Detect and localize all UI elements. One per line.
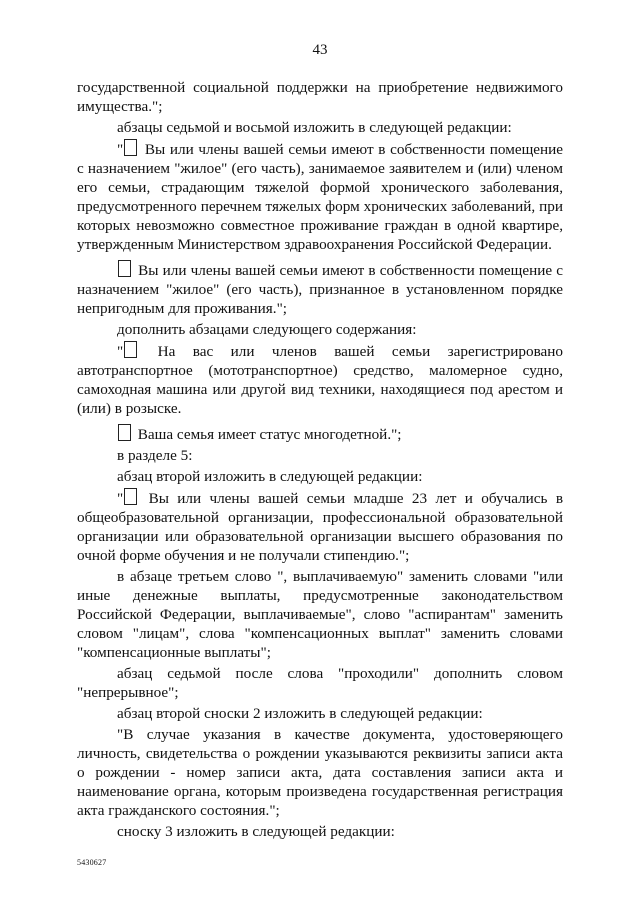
paragraph-15: сноску 3 изложить в следующей редакции:	[117, 823, 395, 840]
paragraph-5: дополнить абзацами следующего содержания:	[117, 321, 417, 338]
paragraph-4	[77, 260, 563, 318]
paragraph-3-text: Вы или члены вашей семьи имеют в собственности помещение с назначением "жилое" (его часть), занимаемое заявителем и (или) членом его семьи, страдающим тяжелой формой хронического заболевания, предусмотренного перечнем тяжелых форм хронических заболеваний, при которых невозможно совместное проживание граждан в одной квартире, утвержденным Министерством здравоохранения Российской Федерации.	[77, 141, 564, 253]
checkbox-symbol	[124, 139, 137, 156]
checkbox-symbol	[124, 341, 137, 358]
checkbox-symbol	[124, 488, 137, 505]
paragraph-3: " Вы или члены вашей семьи имеют в собственности помещение с назначением "жилое" (его часть), занимаемое заявителем и (или) членом его семьи, страдающим тяжелой формой хронического заболевания, предусмотренного перечнем тяжелых форм хронических заболеваний, при которых невозможно совместное проживание граждан в одной квартире, утвержденным Министерством здравоохранения Российской Федерации.	[77, 141, 564, 253]
document-body	[77, 78, 563, 843]
paragraph-2: абзацы седьмой и восьмой изложить в следующей редакции:	[117, 119, 512, 136]
paragraph-4-text: Вы или члены вашей семьи имеют в собственности помещение с назначением "жилое" (его часть), признанное в установленном порядке непригодным для проживания.";	[77, 262, 564, 317]
paragraph-7-text: Ваша семья имеет статус многодетной.";	[137, 426, 402, 443]
page-number: 43	[312, 42, 328, 58]
paragraph-7	[77, 424, 563, 444]
checkbox-symbol	[118, 260, 131, 277]
paragraph-6-text: На вас или членов вашей семьи зарегистрировано автотранспортное (мототранспортное) средство, маломерное судно, самоходная машина или другой вид техники, находящиеся под арестом и (или) в розыске.	[77, 343, 564, 417]
paragraph-12: абзац седьмой после слова "проходили" дополнить словом "непрерывное";	[77, 665, 563, 701]
checkbox-symbol	[118, 424, 131, 441]
footer-code: 5430627	[77, 858, 107, 867]
paragraph-10: " Вы или члены вашей семьи младше 23 лет и обучались в общеобразовательной организации, профессиональной образовательной организации или образовательной организации высшего образования по очной форме обучения и не получали стипендию.";	[77, 490, 564, 564]
paragraph-6: " На вас или членов вашей семьи зарегистрировано автотранспортное (мототранспортное) средство, маломерное судно, самоходная машина или другой вид техники, находящиеся под арестом и (или) в розыске.	[77, 343, 564, 417]
paragraph-14: "В случае указания в качестве документа, удостоверяющего личность, свидетельства о рождении указываются реквизиты записи акта о рождении - номер записи акта, дата составления записи акта и наименование органа, которым произведена государственная регистрация акта гражданского состояния.";	[77, 726, 563, 819]
paragraph-13: абзац второй сноски 2 изложить в следующей редакции:	[117, 705, 483, 722]
paragraph-1: государственной социальной поддержки на приобретение недвижимого имущества.";	[77, 79, 563, 115]
paragraph-11: в абзаце третьем слово ", выплачиваемую" заменить словами "или иные денежные выплаты, предусмотренные законодательством Российской Федерации, выплачиваемые", слово "аспирантам" заменить словом "лицам", слова "компенсационных выплат" заменить словами "компенсационные выплаты";	[77, 568, 563, 661]
paragraph-10-text: Вы или члены вашей семьи младше 23 лет и обучались в общеобразовательной организации, профессиональной образовательной организации или образовательной организации высшего образования по очной форме обучения и не получали стипендию.";	[77, 490, 564, 564]
paragraph-8: в разделе 5:	[117, 447, 193, 464]
paragraph-9: абзац второй изложить в следующей редакции:	[117, 468, 423, 485]
